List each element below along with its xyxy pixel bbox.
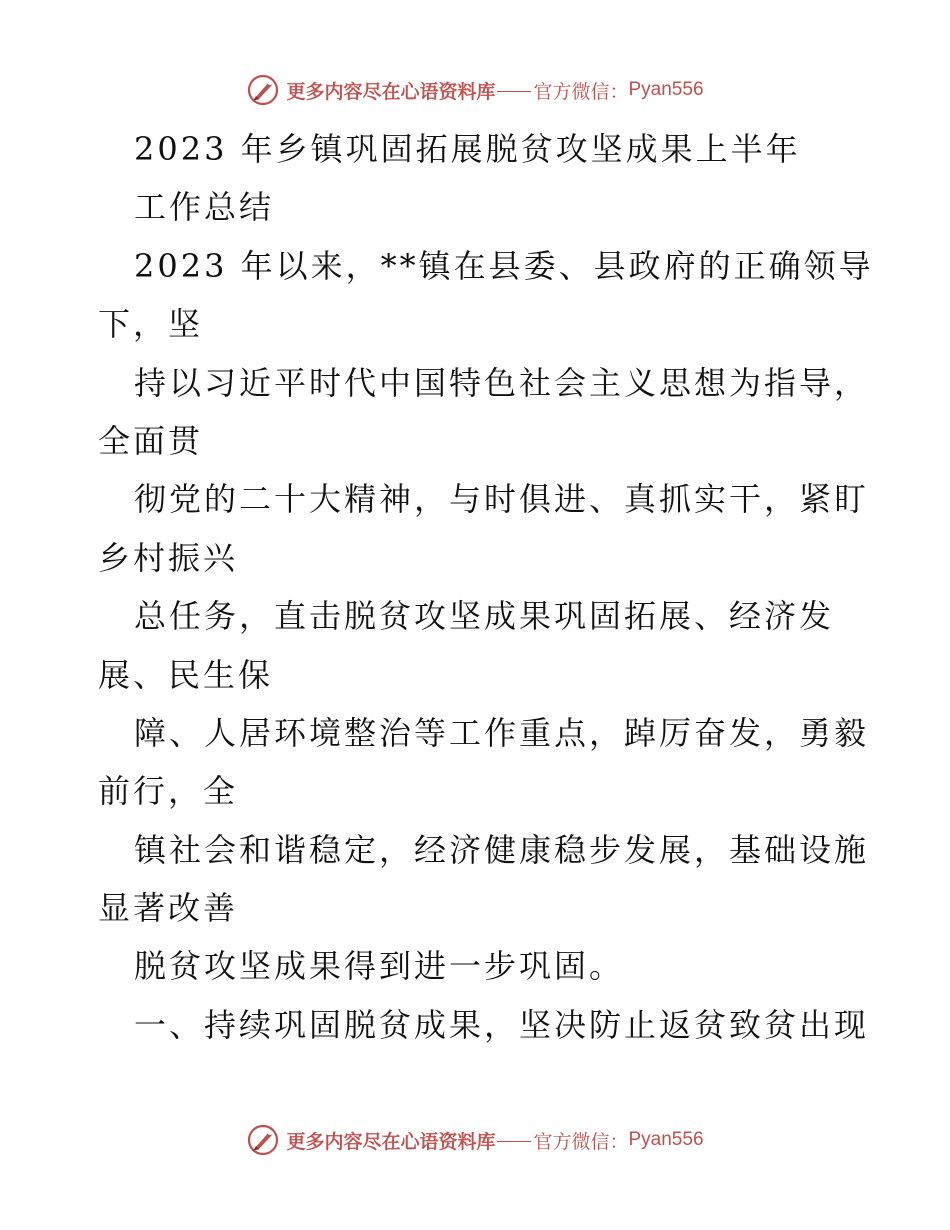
document-title-line-1: 2023 年乡镇巩固拓展脱贫攻坚成果上半年	[134, 130, 801, 168]
header-brand-text: 更多内容尽在心语资料库	[286, 80, 496, 103]
footer-wechat-account: Pyan556	[628, 1129, 704, 1150]
document-line: 显著改善	[98, 889, 239, 928]
document-line: 乡村振兴	[98, 538, 239, 577]
document-line: 脱贫攻坚成果得到进一步巩固。	[134, 947, 625, 986]
document-line: 前行，全	[98, 772, 239, 811]
document-line: 彻党的二十大精神，与时俱进、真抓实干，紧盯	[134, 480, 870, 519]
footer-brand-text: 更多内容尽在心语资料库	[286, 1130, 496, 1153]
document-line: 下，坚	[98, 305, 204, 344]
document-line: 镇社会和谐稳定，经济健康稳步发展，基础设施	[134, 830, 870, 869]
document-line: 障、人居环境整治等工作重点，踔厉奋发，勇毅	[134, 713, 870, 752]
document-body	[98, 120, 874, 1054]
header-divider	[497, 91, 531, 92]
footer-divider	[497, 1141, 531, 1142]
document-line: 一、持续巩固脱贫成果，坚决防止返贫致贫出现	[134, 1005, 870, 1044]
quill-pen-icon	[246, 1123, 280, 1157]
quill-pen-icon	[246, 73, 280, 107]
header-wechat-account: Pyan556	[628, 79, 704, 100]
document-paragraph	[98, 237, 874, 1054]
document-line: 展、民生保	[98, 655, 274, 694]
document-line: 2023 年以来，**镇在县委、县政府的正确领导	[134, 246, 874, 285]
footer-wechat-label: 官方微信：	[533, 1130, 629, 1153]
document-line: 持以习近平时代中国特色社会主义思想为指导，	[134, 363, 870, 402]
document-line: 全面贯	[98, 421, 204, 460]
header-banner	[0, 70, 950, 110]
document-line: 总任务，直击脱贫攻坚成果巩固拓展、经济发	[134, 597, 835, 636]
footer-banner	[0, 1120, 950, 1160]
document-title-line-2: 工作总结	[134, 188, 275, 227]
header-wechat-label: 官方微信：	[533, 80, 629, 103]
